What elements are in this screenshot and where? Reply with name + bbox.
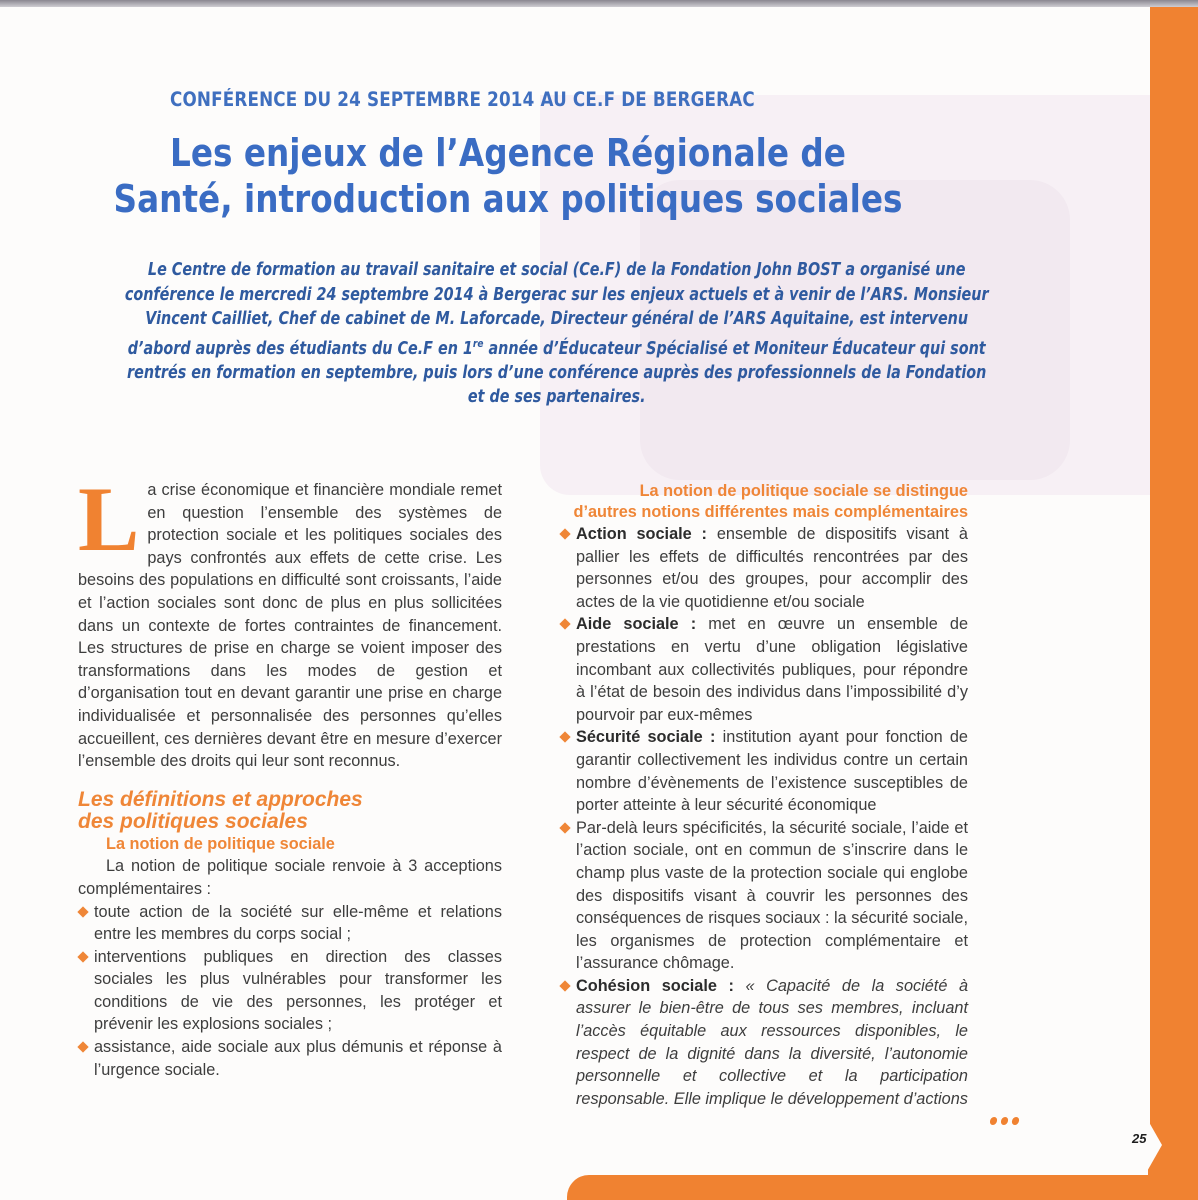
diamond-bullet-icon: [559, 732, 570, 743]
article-title: [78, 130, 938, 222]
intro-text-part-1: Le Centre de formation au travail sanitaire et social (Ce.F) de la Fondation John BOST a organisé une conférence le mercredi 24 septembre 2014 à Bergerac sur les enjeux actuels et à venir de l’ARS. Monsieur Vincent Cailliet, Chef de cabinet de M. Laforcade, Directeur général de l’ARS Aquitaine, est intervenu d’abord auprès des étudiants du Ce.F en 1: [124, 260, 989, 359]
term: Aide sociale :: [576, 615, 697, 634]
diamond-bullet-icon: [559, 528, 570, 539]
scan-edge-shadow: [0, 0, 1198, 7]
section-heading: [78, 789, 502, 833]
list-item: [78, 901, 502, 946]
term: Action sociale :: [576, 525, 707, 543]
drop-cap: L: [78, 468, 140, 570]
list-item-action-sociale: [560, 523, 968, 613]
article-title-line-2: Santé, introduction aux politiques sociales: [113, 177, 903, 221]
term: Sécurité sociale :: [576, 728, 716, 747]
notions-list: [560, 523, 968, 1110]
continued-dots-icon: [990, 1112, 1023, 1130]
diamond-bullet-icon: [77, 906, 88, 917]
list-item-securite-sociale: [560, 726, 968, 816]
definition: institution ayant pour fonction de garantir collectivement les individus contre un certain nombre d’évènements de l’existence susceptibles de porter atteinte à leur sécurité économique: [576, 728, 968, 815]
list-item-cohesion-sociale: [560, 975, 968, 1111]
definition: Capacité de la société à assurer le bien-être de tous ses membres, incluant l’accès équitable aux ressources disponibles, le respect de la dignité dans la diversité, l’autonomie personnelle et collective et la participation responsable. Elle implique le développement d’actions: [576, 976, 968, 1108]
article-title-line-1: Les enjeux de l’Agence Régionale de: [170, 131, 846, 175]
orange-page-frame-right: [1150, 7, 1198, 1200]
right-heading-line-1: La notion de politique sociale se distingue: [639, 482, 968, 500]
list-item-protection-sociale: [560, 817, 968, 975]
lead-paragraph: a crise économique et financière mondiale remet en question l’ensemble des systèmes de protection sociale et les politiques sociales des pays confrontés aux effets de cette crise. Les besoins des populations en difficulté sont croissants, l’aide et l’action sociales sont donc de plus en plus sollicitées dans un contexte de fortes contraintes de financement. Les structures de prise en charge se voient imposer des transformations dans les modes de gestion et d’organisation tout en devant garantir une prise en charge individualisée et personnalisée des personnes qu’elles accueillent, ces dernières devant être en mesure d’exercer l’ensemble des droits qui leur sont reconnus.: [78, 481, 502, 771]
right-column: [560, 481, 968, 1110]
diamond-bullet-icon: [559, 822, 570, 833]
intro-text-part-2: année d’Éducateur Spécialisé et Moniteur Éducateur qui sont rentrés en formation en septembre, puis lors d’une conférence auprès des professionnels de la Fondation et de ses partenaires.: [127, 338, 987, 408]
subheading: La notion de politique sociale: [106, 834, 335, 853]
intro-superscript: re: [472, 336, 484, 350]
section-heading-line-1: Les définitions et approches: [78, 787, 363, 811]
page-number: 25: [1132, 1131, 1147, 1146]
diamond-bullet-icon: [77, 1041, 88, 1052]
left-column: [78, 468, 502, 1081]
right-column-heading: [560, 481, 968, 523]
diamond-bullet-icon: [77, 951, 88, 962]
list-item-text: assistance, aide sociale aux plus démunis et réponse à l’urgence sociale.: [94, 1038, 502, 1079]
right-heading-line-2: d’autres notions différentes mais complémentaires: [573, 503, 968, 521]
article-intro: [118, 258, 995, 410]
quote-mark: «: [733, 976, 767, 995]
sub-paragraph: La notion de politique sociale renvoie à 3 acceptions complémentaires :: [78, 857, 502, 898]
definition: ensemble de dispositifs visant à pallier les effets de difficultés rencontrées par des personnes et/ou des groupes, pour accomplir des actes de la vie quotidienne et/ou sociale: [576, 525, 968, 611]
list-item-aide-sociale: [560, 613, 968, 726]
term: Cohésion sociale :: [576, 976, 734, 995]
orange-page-frame-bottom: [567, 1175, 1198, 1200]
definition: Par-delà leurs spécificités, la sécurité sociale, l’aide et l’action sociale, ont en commun de s’inscrire dans le champ plus vaste de la protection sociale qui englobe des dispositifs visant à couvrir les personnes des conséquences de risques sociaux : la sécurité sociale, les organismes de protection complémentaire et l’assurance chômage.: [576, 818, 968, 973]
list-item: [78, 1036, 502, 1081]
acceptions-list: [78, 901, 502, 1082]
diamond-bullet-icon: [559, 619, 570, 630]
definition: met en œuvre un ensemble de prestations en vertu d’une obligation législative incombant aux collectivités publiques, pour répondre à l’état de besoin des individus dans l’impossibilité d’y pourvoir par eux-mêmes: [576, 615, 969, 724]
article-kicker: CONFÉRENCE DU 24 SEPTEMBRE 2014 AU CE.F DE BERGERAC: [170, 88, 755, 111]
diamond-bullet-icon: [559, 980, 570, 991]
list-item-text: toute action de la société sur elle-même et relations entre les membres du corps social ;: [94, 902, 502, 944]
list-item: [78, 946, 502, 1036]
section-heading-line-2: des politiques sociales: [78, 809, 308, 833]
list-item-text: interventions publiques en direction des classes sociales les plus vulnérables pour transformer les conditions de vie des personnes, les protéger et prévenir les explosions sociales ;: [94, 947, 502, 1034]
